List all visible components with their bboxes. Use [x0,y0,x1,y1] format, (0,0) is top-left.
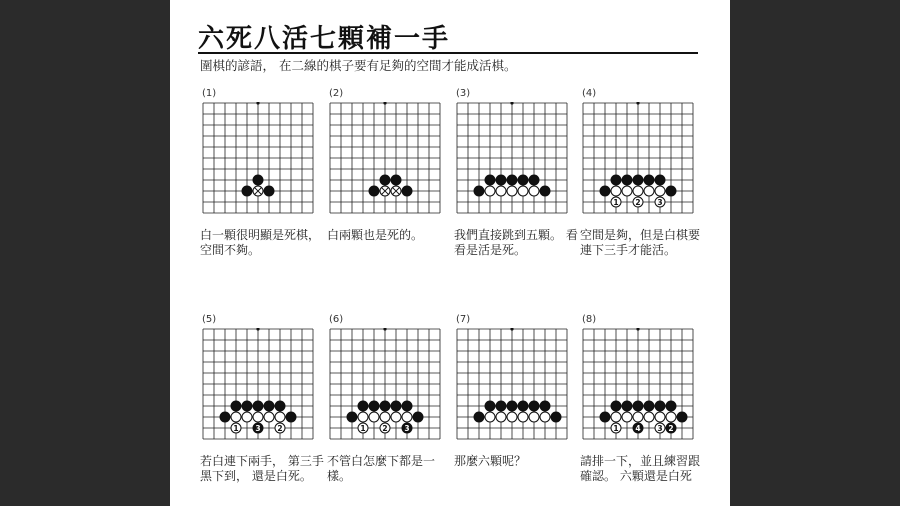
star-point [256,328,259,331]
black-stone [402,186,412,196]
star-point [383,328,386,331]
problem-caption: 我們直接跳到五顆。 看看是活是死。 [454,228,578,257]
problem-label: (8) [582,314,597,325]
go-board [456,328,568,440]
problem-label: (1) [202,88,217,99]
problem-label: (2) [329,88,344,99]
white-stone [540,412,550,422]
white-stone [655,412,665,422]
black-stone [600,186,610,196]
document-page [170,0,730,506]
problem-caption: 請排一下，並且練習跟確認。 六顆還是白死 [580,454,701,483]
star-point [383,102,386,105]
black-stone [231,401,241,411]
move-number: 3 [404,423,410,433]
black-stone [655,401,665,411]
white-stone [253,412,263,422]
black-stone [253,401,263,411]
problem-caption: 若白連下兩手， 第三手黑下到， 還是白死。 [200,454,324,483]
white-stone [644,412,654,422]
black-stone [347,412,357,422]
black-stone [529,401,539,411]
go-board [329,328,441,440]
problem-label: (7) [456,314,471,325]
black-stone [529,175,539,185]
white-stone [496,186,506,196]
white-stone [611,412,621,422]
go-board [456,102,568,214]
white-stone [644,186,654,196]
problem-caption: 白兩顆也是死的。 [327,228,424,242]
white-stone [485,186,495,196]
black-stone [611,401,621,411]
black-stone [644,175,654,185]
go-board [202,102,314,214]
black-stone [369,401,379,411]
black-stone [551,412,561,422]
star-point [510,102,513,105]
black-stone [380,175,390,185]
black-stone [474,412,484,422]
move-number: 4 [635,423,641,433]
black-stone [507,175,517,185]
move-number: 3 [255,423,261,433]
black-stone [391,401,401,411]
black-stone [677,412,687,422]
white-stone [369,412,379,422]
black-stone [474,186,484,196]
black-stone [644,401,654,411]
black-stone [666,186,676,196]
white-stone [231,412,241,422]
black-stone [507,401,517,411]
black-stone [666,401,676,411]
white-stone [507,412,517,422]
problem-caption: 不管白怎麼下都是一樣。 [327,454,436,483]
black-stone [369,186,379,196]
black-stone [220,412,230,422]
go-board [582,102,694,214]
black-stone [264,401,274,411]
black-stone [253,175,263,185]
black-stone [391,175,401,185]
black-stone [655,175,665,185]
problem-label: (3) [456,88,471,99]
black-stone [540,186,550,196]
problem-label: (5) [202,314,217,325]
white-stone [275,412,285,422]
white-stone [358,412,368,422]
black-stone [496,175,506,185]
star-point [636,102,639,105]
black-stone [264,186,274,196]
black-stone [540,401,550,411]
black-stone [485,401,495,411]
black-stone [286,412,296,422]
star-point [510,328,513,331]
black-stone [518,401,528,411]
black-stone [633,401,643,411]
move-number: 3 [657,197,663,207]
move-number: 1 [233,423,239,433]
white-stone [496,412,506,422]
move-number: 1 [360,423,366,433]
black-stone [413,412,423,422]
star-point [256,102,259,105]
move-number: 1 [613,197,619,207]
black-stone [633,175,643,185]
go-board [202,328,314,440]
white-stone [633,412,643,422]
go-board [329,102,441,214]
black-stone [485,175,495,185]
white-stone [518,186,528,196]
problem-caption: 那麼六顆呢？ [454,454,527,468]
move-number: 2 [635,197,641,207]
black-stone [242,401,252,411]
black-stone [622,175,632,185]
problem-caption: 白一顆很明顯是死棋，空間不夠。 [200,228,321,257]
star-point [636,328,639,331]
black-stone [600,412,610,422]
black-stone [496,401,506,411]
white-stone [485,412,495,422]
white-stone [633,186,643,196]
black-stone [380,401,390,411]
black-stone [611,175,621,185]
white-stone [242,412,252,422]
black-stone [242,186,252,196]
white-stone [391,412,401,422]
white-stone [529,412,539,422]
move-number: 2 [277,423,283,433]
intro-text: 圍棋的諺語， 在二線的棋子要有足夠的空間才能成活棋。 [200,58,517,73]
problem-label: (6) [329,314,344,325]
black-stone [358,401,368,411]
problem-caption: 空間是夠，但是白棋要連下三手才能活。 [580,228,701,257]
white-stone [611,186,621,196]
white-stone [518,412,528,422]
white-stone [622,412,632,422]
white-stone [655,186,665,196]
move-number: 2 [668,423,674,433]
white-stone [666,412,676,422]
white-stone [622,186,632,196]
black-stone [402,401,412,411]
move-number: 3 [657,423,663,433]
go-board [582,328,694,440]
black-stone [518,175,528,185]
white-stone [380,412,390,422]
title-underline [198,52,698,54]
move-number: 2 [382,423,388,433]
black-stone [622,401,632,411]
black-stone [275,401,285,411]
problem-label: (4) [582,88,597,99]
white-stone [264,412,274,422]
white-stone [402,412,412,422]
white-stone [529,186,539,196]
white-stone [507,186,517,196]
move-number: 1 [613,423,619,433]
page-title: 六死八活七顆補一手 [198,24,451,54]
